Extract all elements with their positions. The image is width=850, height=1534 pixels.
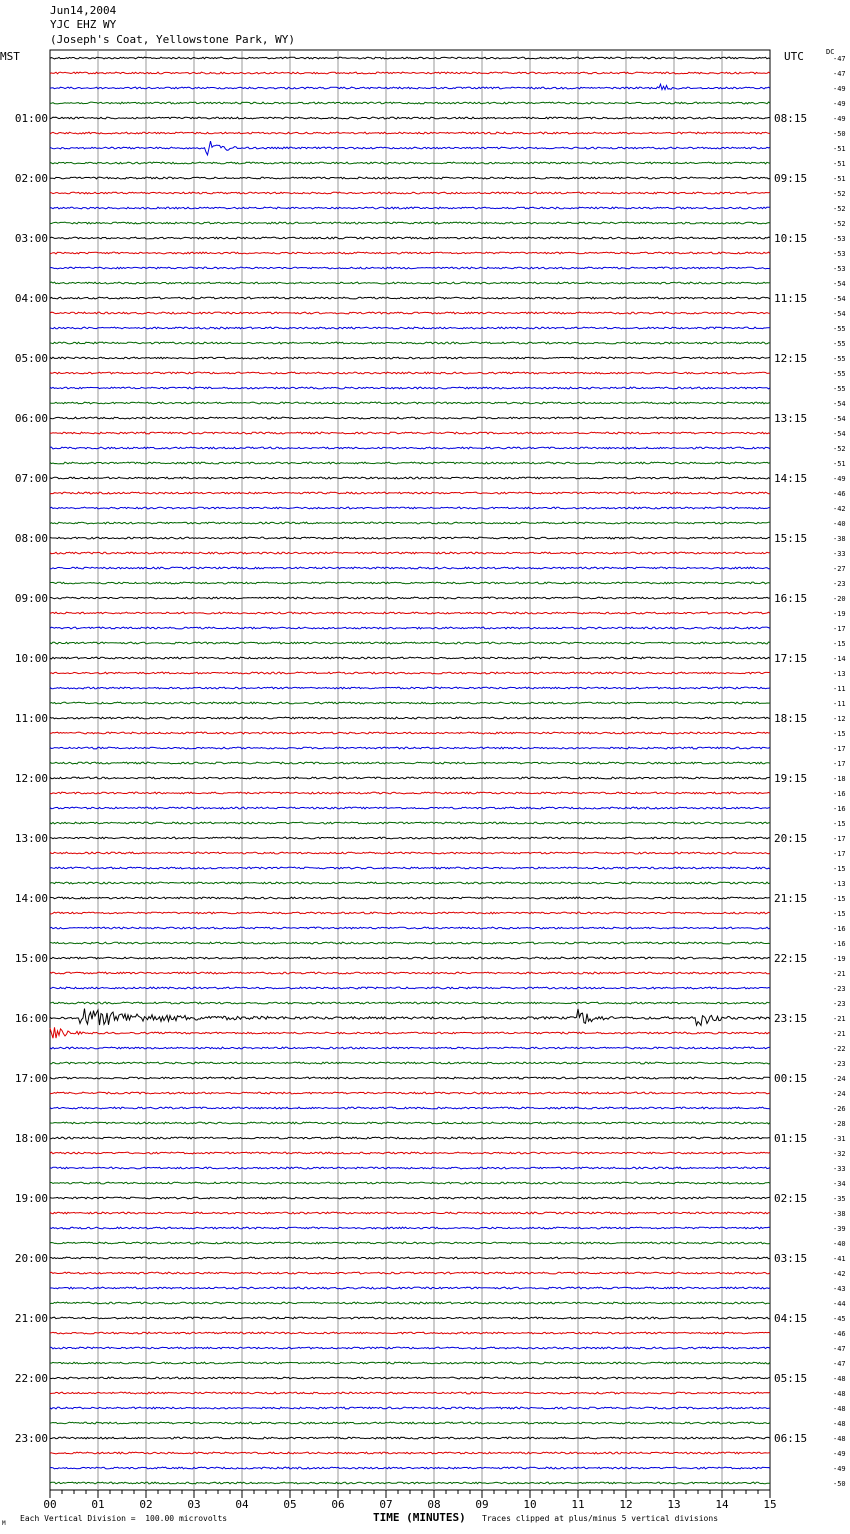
dc-offset-label: -11 bbox=[833, 685, 846, 693]
dc-offset-label: -23 bbox=[833, 1060, 846, 1068]
seismic-trace bbox=[50, 462, 770, 464]
x-tick-label: 07 bbox=[379, 1498, 393, 1511]
dc-offset-label: -27 bbox=[833, 565, 846, 573]
seismic-trace bbox=[50, 582, 770, 584]
left-hour-label: 17:00 bbox=[14, 1072, 48, 1085]
dc-offset-label: -16 bbox=[833, 790, 846, 798]
seismic-trace bbox=[50, 1437, 770, 1439]
dc-offset-label: -51 bbox=[833, 145, 846, 153]
dc-offset-label: -11 bbox=[833, 700, 846, 708]
right-hour-label: 13:15 bbox=[774, 412, 808, 425]
right-hour-label: 04:15 bbox=[774, 1312, 808, 1325]
right-hour-label: 15:15 bbox=[774, 532, 808, 545]
dc-offset-label: -31 bbox=[833, 1135, 846, 1143]
seismic-trace bbox=[50, 237, 770, 239]
dc-offset-label: -49 bbox=[833, 1465, 846, 1473]
seismic-trace bbox=[50, 912, 770, 914]
seismic-trace bbox=[50, 1467, 770, 1469]
dc-offset-label: -17 bbox=[833, 625, 846, 633]
seismic-trace bbox=[50, 792, 770, 794]
seismic-trace bbox=[50, 1287, 770, 1289]
dc-offset-label: -42 bbox=[833, 1270, 846, 1278]
dc-offset-label: -54 bbox=[833, 415, 846, 423]
seismic-trace bbox=[50, 141, 770, 155]
seismic-trace bbox=[50, 627, 770, 629]
left-hour-label: 07:00 bbox=[14, 472, 48, 485]
dc-offset-label: -47 bbox=[833, 55, 846, 63]
x-tick-label: 10 bbox=[523, 1498, 537, 1511]
seismic-trace bbox=[50, 687, 770, 689]
seismic-trace bbox=[50, 1047, 770, 1049]
dc-offset-label: -24 bbox=[833, 1075, 846, 1083]
right-hour-label: 17:15 bbox=[774, 652, 808, 665]
right-hour-label: 22:15 bbox=[774, 952, 808, 965]
right-timezone-label: UTC bbox=[784, 50, 804, 63]
right-hour-label: 18:15 bbox=[774, 712, 808, 725]
dc-offset-label: -49 bbox=[833, 100, 846, 108]
dc-offset-label: -39 bbox=[833, 1225, 846, 1233]
seismic-trace bbox=[50, 372, 770, 374]
dc-offset-label: -20 bbox=[833, 595, 846, 603]
seismic-trace bbox=[50, 447, 770, 449]
seismic-trace bbox=[50, 942, 770, 944]
seismic-trace bbox=[50, 657, 770, 659]
left-hour-label: 15:00 bbox=[14, 952, 48, 965]
seismic-trace bbox=[50, 1482, 770, 1484]
plot-frame bbox=[50, 50, 770, 1490]
left-hour-label: 03:00 bbox=[14, 232, 48, 245]
dc-offset-label: -17 bbox=[833, 760, 846, 768]
dc-offset-label: -23 bbox=[833, 985, 846, 993]
seismic-trace bbox=[50, 807, 770, 809]
x-tick-label: 03 bbox=[187, 1498, 201, 1511]
dc-offset-label: -33 bbox=[833, 550, 846, 558]
record-date: Jun14,2004 bbox=[50, 4, 117, 17]
dc-offset-label: -16 bbox=[833, 925, 846, 933]
right-hour-label: 21:15 bbox=[774, 892, 808, 905]
dc-offset-label: -55 bbox=[833, 355, 846, 363]
clip-note: Traces clipped at plus/minus 5 vertical divisions bbox=[482, 1514, 719, 1523]
right-hour-label: 08:15 bbox=[774, 112, 808, 125]
dc-offset-label: -47 bbox=[833, 1345, 846, 1353]
dc-offset-label: -14 bbox=[833, 655, 846, 663]
x-tick-label: 14 bbox=[715, 1498, 729, 1511]
seismic-trace bbox=[50, 852, 770, 854]
seismic-trace bbox=[50, 417, 770, 419]
seismic-trace bbox=[50, 1062, 770, 1064]
dc-offset-label: -46 bbox=[833, 490, 846, 498]
left-hour-label: 13:00 bbox=[14, 832, 48, 845]
left-hour-label: 20:00 bbox=[14, 1252, 48, 1265]
dc-offset-label: -49 bbox=[833, 475, 846, 483]
seismic-trace bbox=[50, 357, 770, 359]
right-hour-label: 02:15 bbox=[774, 1192, 808, 1205]
seismic-trace bbox=[50, 522, 770, 524]
seismic-trace bbox=[50, 987, 770, 989]
dc-offset-label: -15 bbox=[833, 895, 846, 903]
dc-offset-label: -16 bbox=[833, 940, 846, 948]
right-hour-label: 10:15 bbox=[774, 232, 808, 245]
dc-offset-label: -32 bbox=[833, 1150, 846, 1158]
dc-offset-label: -50 bbox=[833, 130, 846, 138]
dc-offset-label: -18 bbox=[833, 775, 846, 783]
dc-offset-label: -46 bbox=[833, 1330, 846, 1338]
dc-offset-label: -47 bbox=[833, 1360, 846, 1368]
right-hour-label: 09:15 bbox=[774, 172, 808, 185]
seismic-trace bbox=[50, 747, 770, 749]
left-hour-label: 09:00 bbox=[14, 592, 48, 605]
seismic-trace bbox=[50, 162, 770, 164]
x-tick-label: 00 bbox=[43, 1498, 57, 1511]
dc-offset-label: -38 bbox=[833, 1210, 846, 1218]
seismic-trace bbox=[50, 387, 770, 389]
dc-offset-label: -16 bbox=[833, 805, 846, 813]
dc-offset-label: -19 bbox=[833, 955, 846, 963]
dc-offset-label: -53 bbox=[833, 250, 846, 258]
seismic-trace bbox=[50, 1197, 770, 1199]
right-hour-label: 14:15 bbox=[774, 472, 808, 485]
x-tick-label: 15 bbox=[763, 1498, 777, 1511]
seismic-trace bbox=[50, 642, 770, 644]
seismic-trace bbox=[50, 297, 770, 299]
seismic-trace bbox=[50, 282, 770, 284]
seismic-trace bbox=[50, 72, 770, 74]
x-tick-label: 02 bbox=[139, 1498, 153, 1511]
seismic-trace bbox=[50, 222, 770, 224]
dc-offset-label: -21 bbox=[833, 970, 846, 978]
left-hour-label: 23:00 bbox=[14, 1432, 48, 1445]
seismic-trace bbox=[50, 477, 770, 479]
footer-mark: M bbox=[2, 1520, 6, 1527]
dc-offset-label: -49 bbox=[833, 85, 846, 93]
seismic-trace bbox=[50, 1332, 770, 1334]
seismic-trace bbox=[50, 1377, 770, 1379]
dc-offset-label: -41 bbox=[833, 1255, 846, 1263]
seismic-trace bbox=[50, 537, 770, 539]
seismic-trace bbox=[50, 732, 770, 734]
seismic-trace bbox=[50, 1167, 770, 1169]
right-hour-label: 23:15 bbox=[774, 1012, 808, 1025]
scale-note: Each Vertical Division = 100.00 microvolts bbox=[20, 1514, 228, 1523]
seismic-trace bbox=[50, 672, 770, 674]
right-hour-label: 05:15 bbox=[774, 1372, 808, 1385]
dc-offset-label: -48 bbox=[833, 1375, 846, 1383]
seismic-trace bbox=[50, 897, 770, 899]
right-hour-label: 11:15 bbox=[774, 292, 808, 305]
dc-offset-label: -54 bbox=[833, 310, 846, 318]
dc-offset-label: -52 bbox=[833, 205, 846, 213]
dc-offset-label: -23 bbox=[833, 1000, 846, 1008]
left-hour-label: 22:00 bbox=[14, 1372, 48, 1385]
x-tick-label: 11 bbox=[571, 1498, 585, 1511]
left-hour-label: 16:00 bbox=[14, 1012, 48, 1025]
right-hour-label: 06:15 bbox=[774, 1432, 808, 1445]
seismic-trace bbox=[50, 1152, 770, 1154]
dc-offset-label: -47 bbox=[833, 70, 846, 78]
dc-offset-label: -52 bbox=[833, 220, 846, 228]
dc-offset-label: -33 bbox=[833, 1165, 846, 1173]
dc-offset-label: -28 bbox=[833, 1120, 846, 1128]
dc-offset-label: -43 bbox=[833, 1285, 846, 1293]
dc-offset-label: -15 bbox=[833, 910, 846, 918]
seismic-trace bbox=[50, 1302, 770, 1304]
dc-offset-label: -55 bbox=[833, 340, 846, 348]
seismic-trace bbox=[50, 717, 770, 719]
left-hour-label: 18:00 bbox=[14, 1132, 48, 1145]
seismic-trace bbox=[50, 972, 770, 974]
right-hour-label: 01:15 bbox=[774, 1132, 808, 1145]
left-hour-label: 04:00 bbox=[14, 292, 48, 305]
x-tick-label: 06 bbox=[331, 1498, 345, 1511]
dc-offset-label: -52 bbox=[833, 445, 846, 453]
station-code: YJC EHZ WY bbox=[50, 18, 117, 31]
dc-offset-label: -34 bbox=[833, 1180, 846, 1188]
seismic-trace bbox=[50, 1362, 770, 1364]
dc-offset-label: -53 bbox=[833, 265, 846, 273]
left-hour-label: 14:00 bbox=[14, 892, 48, 905]
seismic-trace bbox=[50, 1392, 770, 1394]
seismic-trace bbox=[50, 342, 770, 344]
x-tick-label: 09 bbox=[475, 1498, 489, 1511]
seismic-trace bbox=[50, 1242, 770, 1244]
x-tick-label: 08 bbox=[427, 1498, 441, 1511]
dc-offset-label: -40 bbox=[833, 1240, 846, 1248]
seismic-trace bbox=[50, 432, 770, 434]
seismic-trace bbox=[50, 177, 770, 179]
seismic-trace bbox=[50, 1107, 770, 1109]
seismic-trace bbox=[50, 507, 770, 509]
seismic-trace bbox=[50, 252, 770, 254]
x-tick-label: 05 bbox=[283, 1498, 297, 1511]
dc-offset-label: -54 bbox=[833, 295, 846, 303]
dc-offset-label: -21 bbox=[833, 1030, 846, 1038]
x-tick-label: 12 bbox=[619, 1498, 633, 1511]
seismic-trace bbox=[50, 762, 770, 764]
seismic-trace bbox=[50, 612, 770, 614]
seismic-trace bbox=[50, 1452, 770, 1454]
left-hour-label: 21:00 bbox=[14, 1312, 48, 1325]
left-hour-label: 02:00 bbox=[14, 172, 48, 185]
seismic-trace bbox=[50, 1227, 770, 1229]
dc-offset-label: -48 bbox=[833, 1405, 846, 1413]
dc-offset-label: -26 bbox=[833, 1105, 846, 1113]
seismic-trace bbox=[50, 492, 770, 494]
seismic-trace bbox=[50, 84, 770, 89]
right-hour-label: 12:15 bbox=[774, 352, 808, 365]
dc-offset-label: -51 bbox=[833, 160, 846, 168]
seismic-trace bbox=[50, 1407, 770, 1409]
dc-offset-label: -17 bbox=[833, 835, 846, 843]
dc-offset-label: -45 bbox=[833, 1315, 846, 1323]
right-hour-label: 20:15 bbox=[774, 832, 808, 845]
dc-offset-label: -17 bbox=[833, 745, 846, 753]
dc-offset-label: -52 bbox=[833, 190, 846, 198]
dc-offset-label: -12 bbox=[833, 715, 846, 723]
seismic-trace bbox=[50, 132, 770, 134]
dc-offset-label: -15 bbox=[833, 640, 846, 648]
seismic-trace bbox=[50, 1347, 770, 1349]
dc-offset-label: -17 bbox=[833, 850, 846, 858]
dc-offset-label: -23 bbox=[833, 580, 846, 588]
seismic-trace bbox=[50, 1122, 770, 1124]
seismic-trace bbox=[50, 117, 770, 119]
seismic-trace bbox=[50, 1027, 770, 1038]
seismic-trace bbox=[50, 207, 770, 209]
dc-offset-label: -35 bbox=[833, 1195, 846, 1203]
left-hour-label: 12:00 bbox=[14, 772, 48, 785]
dc-offset-label: -48 bbox=[833, 1435, 846, 1443]
right-hour-label: 16:15 bbox=[774, 592, 808, 605]
right-hour-label: 19:15 bbox=[774, 772, 808, 785]
seismic-trace bbox=[50, 312, 770, 314]
seismic-trace bbox=[50, 957, 770, 959]
dc-offset-label: -40 bbox=[833, 520, 846, 528]
seismic-trace bbox=[50, 1077, 770, 1079]
dc-offset-label: -54 bbox=[833, 430, 846, 438]
seismic-trace bbox=[50, 837, 770, 839]
right-hour-label: 00:15 bbox=[774, 1072, 808, 1085]
dc-offset-label: -24 bbox=[833, 1090, 846, 1098]
dc-offset-label: -54 bbox=[833, 280, 846, 288]
dc-offset-header: DC bbox=[826, 48, 835, 56]
left-hour-label: 06:00 bbox=[14, 412, 48, 425]
seismic-trace bbox=[50, 867, 770, 869]
dc-offset-label: -49 bbox=[833, 115, 846, 123]
dc-offset-label: -55 bbox=[833, 370, 846, 378]
dc-offset-label: -13 bbox=[833, 670, 846, 678]
seismic-trace bbox=[50, 1182, 770, 1184]
seismic-trace bbox=[50, 777, 770, 779]
seismic-trace bbox=[50, 102, 770, 104]
left-hour-label: 11:00 bbox=[14, 712, 48, 725]
dc-offset-label: -15 bbox=[833, 730, 846, 738]
dc-offset-label: -15 bbox=[833, 865, 846, 873]
dc-offset-label: -15 bbox=[833, 820, 846, 828]
seismic-trace bbox=[50, 1272, 770, 1274]
seismic-trace bbox=[50, 1422, 770, 1424]
dc-offset-label: -19 bbox=[833, 610, 846, 618]
seismic-trace bbox=[50, 1257, 770, 1259]
seismic-trace bbox=[50, 402, 770, 404]
dc-offset-label: -44 bbox=[833, 1300, 846, 1308]
right-hour-label: 03:15 bbox=[774, 1252, 808, 1265]
seismic-trace bbox=[50, 1009, 770, 1026]
station-location: (Joseph's Coat, Yellowstone Park, WY) bbox=[50, 33, 296, 46]
seismic-trace bbox=[50, 192, 770, 194]
left-hour-label: 10:00 bbox=[14, 652, 48, 665]
seismic-trace bbox=[50, 327, 770, 329]
dc-offset-label: -42 bbox=[833, 505, 846, 513]
seismic-trace bbox=[50, 567, 770, 569]
seismic-trace bbox=[50, 1317, 770, 1319]
dc-offset-label: -51 bbox=[833, 460, 846, 468]
dc-offset-label: -55 bbox=[833, 325, 846, 333]
x-tick-label: 13 bbox=[667, 1498, 681, 1511]
seismic-trace bbox=[50, 1002, 770, 1004]
x-tick-label: 04 bbox=[235, 1498, 249, 1511]
x-tick-label: 01 bbox=[91, 1498, 105, 1511]
seismic-trace bbox=[50, 1137, 770, 1139]
dc-offset-label: -51 bbox=[833, 175, 846, 183]
left-hour-label: 19:00 bbox=[14, 1192, 48, 1205]
x-axis-label: TIME (MINUTES) bbox=[373, 1511, 466, 1524]
left-hour-label: 01:00 bbox=[14, 112, 48, 125]
dc-offset-label: -48 bbox=[833, 1390, 846, 1398]
seismic-trace bbox=[50, 927, 770, 929]
dc-offset-label: -22 bbox=[833, 1045, 846, 1053]
dc-offset-label: -48 bbox=[833, 1420, 846, 1428]
seismic-trace bbox=[50, 267, 770, 269]
dc-offset-label: -38 bbox=[833, 535, 846, 543]
seismic-trace bbox=[50, 597, 770, 599]
seismic-trace bbox=[50, 1212, 770, 1214]
dc-offset-label: -49 bbox=[833, 1450, 846, 1458]
seismic-trace bbox=[50, 1092, 770, 1094]
seismic-trace bbox=[50, 702, 770, 704]
seismic-trace bbox=[50, 882, 770, 884]
dc-offset-label: -13 bbox=[833, 880, 846, 888]
seismic-trace bbox=[50, 552, 770, 554]
dc-offset-label: -50 bbox=[833, 1480, 846, 1488]
left-hour-label: 05:00 bbox=[14, 352, 48, 365]
seismic-trace bbox=[50, 822, 770, 824]
dc-offset-label: -55 bbox=[833, 385, 846, 393]
left-hour-label: 08:00 bbox=[14, 532, 48, 545]
dc-offset-label: -54 bbox=[833, 400, 846, 408]
dc-offset-label: -21 bbox=[833, 1015, 846, 1023]
dc-offset-label: -53 bbox=[833, 235, 846, 243]
left-timezone-label: MST bbox=[0, 50, 20, 63]
seismic-trace bbox=[50, 57, 770, 59]
